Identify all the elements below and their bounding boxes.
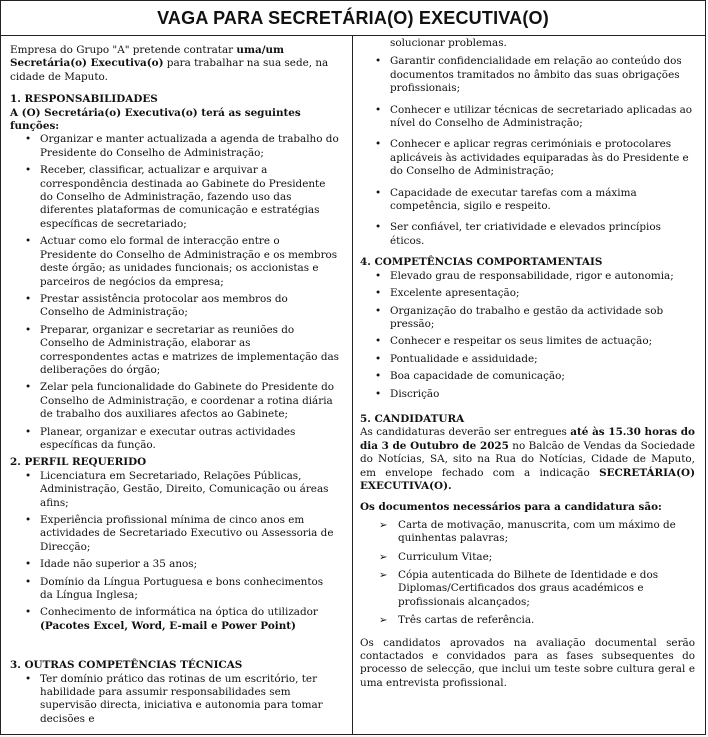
list-item: • Conhecer e aplicar regras cerimóniais e protocolares aplicáveis às actividades equiparadas às do Presidente e do Conselho de Administração; — [360, 138, 695, 178]
section-responsibilities-subtitle: A (O) Secretária(o) Executiva(o) terá as seguintes funções: — [10, 106, 301, 133]
section-technical-title: 3. OUTRAS COMPETÊNCIAS TÉCNICAS — [10, 659, 243, 672]
list-item: ➢ Cópia autenticada do Bilhete de Identidade e dos Diplomas/Certificados dos graus académicos e profissionais alcançados; — [360, 569, 695, 609]
list-item: • Planear, organizar e executar outras actividades específicas da função. — [10, 426, 339, 453]
envelope-indication: SECRETÁRIA(O) EXECUTIVA(O). — [360, 466, 695, 492]
list-item: • Conhecer e respeitar os seus limites de actuação; — [360, 335, 695, 348]
list-item: ➢ Curriculum Vitae; — [360, 551, 695, 564]
intro-paragraph: Empresa do Grupo "A" pretende contratar uma/um Secretária(o) Executiva(o) para trabalhar na sua sede, na cidade de Maputo. — [10, 44, 329, 83]
closing-paragraph: Os candidatos aprovados na avaliação documental serão contactados e convidados para as fases subsequentes do processo de selecção, que inclui um teste sobre cultura geral e uma entrevista profissional. — [360, 636, 695, 689]
list-item: • Conhecer e utilizar técnicas de secretariado aplicadas ao nível do Conselho de Administração; — [360, 104, 695, 131]
intro-position: uma/um Secretária(o) Executiva(o) — [10, 44, 285, 70]
responsibilities-list — [10, 133, 339, 452]
list-item: • Boa capacidade de comunicação; — [360, 370, 695, 383]
list-item: • Domínio da Língua Portuguesa e bons conhecimentos da Língua Inglesa; — [10, 576, 339, 603]
list-item: • Zelar pela funcionalidade do Gabinete do Presidente do Conselho de Administração, e coordenar a rotina diária de trabalho dos auxiliares afectos ao Gabinete; — [10, 381, 339, 421]
list-item: • Elevado grau de responsabilidade, rigor e autonomia; — [360, 270, 695, 283]
list-item: • Capacidade de executar tarefas com a máxima competência, sigilo e respeito. — [360, 187, 695, 214]
list-item: • Idade não superior a 35 anos; — [10, 558, 339, 571]
technical-continuation: solucionar problemas. — [390, 37, 507, 49]
list-item: • Organização do trabalho e gestão da actividade sob pressão; — [360, 305, 695, 332]
section-profile-title: 2. PERFIL REQUERIDO — [10, 456, 147, 469]
application-paragraph: As candidaturas deverão ser entregues até às 15.30 horas do dia 3 de Outubro de 2025 no Balcão de Vendas da Sociedade do Notícias, SA, sito na Rua do Notícias, Cidade de Maputo, em envelope fechado com a indicação SECRETÁRIA(O) EXECUTIVA(O). — [360, 426, 695, 492]
documents-title: Os documentos necessários para a candidatura são: — [360, 501, 662, 514]
list-item: ➢ Três cartas de referência. — [360, 614, 695, 627]
content-columns — [1, 36, 705, 734]
list-item: • Preparar, organizar e secretariar as reuniões do Conselho de Administração, elaborar as correspondentes actas e matrizes de implementação das deliberações do órgão; — [10, 324, 339, 378]
list-item: • Prestar assistência protocolar aos membros do Conselho de Administração; — [10, 293, 339, 320]
list-item: • Discrição — [360, 388, 695, 401]
list-item: ➢ Carta de motivação, manuscrita, com um máximo de quinhentas palavras; — [360, 519, 695, 546]
page-title: VAGA PARA SECRETÁRIA(O) EXECUTIVA(O) — [1, 1, 705, 36]
right-column — [353, 36, 707, 734]
section-application-title: 5. CANDIDATURA — [360, 412, 465, 425]
application-deadline: até às 15.30 horas do dia 3 de Outubro de 2025 — [360, 426, 695, 452]
list-item: • Pontualidade e assiduidade; — [360, 353, 695, 366]
list-item: • Experiência profissional mínima de cinco anos em actividades de Secretariado Executivo ou Assessoria de Direcção; — [10, 514, 339, 554]
section-behavioural-title: 4. COMPETÊNCIAS COMPORTAMENTAIS — [360, 256, 603, 269]
technical-list-right — [360, 55, 695, 248]
list-item: • Actuar como elo formal de interacção entre o Presidente do Conselho de Administração e os membros deste órgão; as unidades funcionais; os accionistas e parceiros de negócios da empresa; — [10, 235, 339, 289]
documents-list — [360, 519, 695, 628]
technical-list-left — [10, 673, 339, 727]
list-item: • Ser confiável, ter criatividade e elevados princípios éticos. — [360, 221, 695, 248]
list-item: • Ter domínio prático das rotinas de um escritório, ter habilidade para assumir responsabilidades sem supervisão directa, iniciativa e autonomia para tomar decisões e — [10, 673, 339, 727]
list-item: • Excelente apresentação; — [360, 287, 695, 300]
list-item: • Receber, classificar, actualizar e arquivar a correspondência destinada ao Gabinete do Presidente do Conselho de Administração, fazendo uso das diferentes plataformas de comunicação e estratégias específicas de secretariado; — [10, 164, 339, 231]
list-item: • Organizar e manter actualizada a agenda de trabalho do Presidente do Conselho de Administração; — [10, 133, 339, 160]
list-item: • Garantir confidencialidade em relação ao conteúdo dos documentos tramitados no âmbito das suas obrigações profissionais; — [360, 55, 695, 95]
section-responsibilities-title: 1. RESPONSABILIDADES — [10, 93, 158, 106]
profile-list — [10, 470, 339, 633]
list-item: • Conhecimento de informática na óptica do utilizador (Pacotes Excel, Word, E-mail e Power Point) — [10, 606, 339, 633]
left-column — [1, 36, 351, 734]
list-item: • Licenciatura em Secretariado, Relações Públicas, Administração, Gestão, Direito, Comunicação ou áreas afins; — [10, 470, 339, 510]
behavioural-list — [360, 270, 695, 401]
